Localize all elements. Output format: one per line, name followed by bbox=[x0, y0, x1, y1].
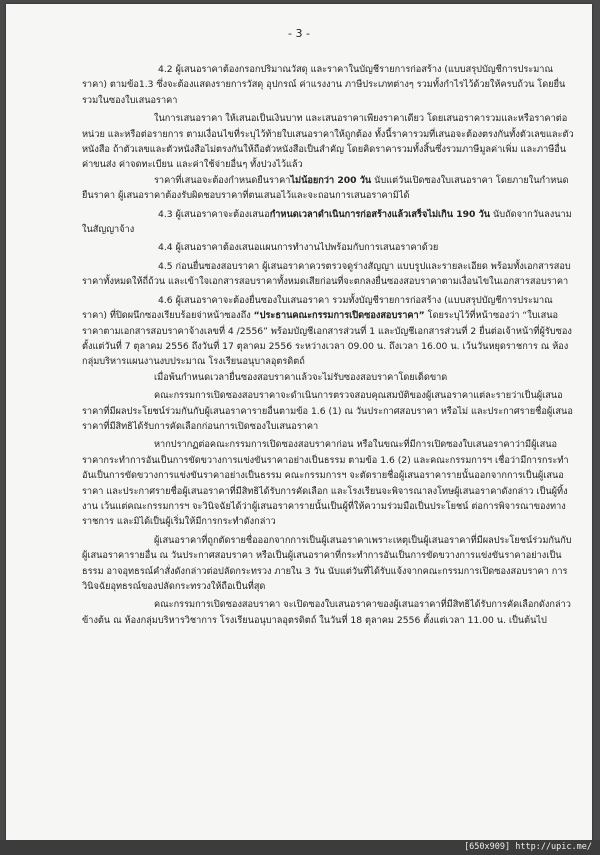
page-number: - 3 - bbox=[288, 27, 310, 40]
paragraph-4-5: 4.5 ก่อนยื่นซองสอบราคา ผู้เสนอราคาควรตรวจดูร่างสัญญา แบบรูปและรายละเอียด พร้อมทั้งเอกสารสอบราคาทั้งหมดให้ถี่ถ้วน และเข้าใจเอกสารสอบราคาทั้งหมดเสียก่อนที่จะตกลงยื่นซองสอบราคาตามเงื่อนไขในเอกสารสอบราคา bbox=[82, 260, 571, 288]
bold-span: “ประธานคณะกรรมการเปิดซองสอบราคา” bbox=[253, 310, 425, 322]
text-span: โดยระบุไว้ที่หน้าซองว่า “ใบเสนอราคาตามเอกสารสอบราคาจ้างเลขที่ 4 /2556” พร้อมบัญชีเอกสารส่วนที่ 1 และบัญชีเอกสารส่วนที่ 2 ยื่นต่อเจ้าหน้าที่ผู้รับซอง ตั้งแต่วันที่ 7 ตุลาคม 2556 ถึงวันที่ 17 ตุลาคม 2556 ระหว่างเวลา 09.00 น. ถึงเวลา 16.00 น. เว้นวันหยุดราชการ ณ ห้องกลุ่มบริหารแผนงานงบประมาณ โรงเรียนอนุบาลอุตรดิตถ์ bbox=[82, 310, 572, 368]
paragraph-4-2-validity bbox=[82, 173, 574, 204]
paragraph-4-6-appeal: ผู้เสนอราคาที่ถูกตัดรายชื่อออกจากการเป็นผู้เสนอราคาเพราะเหตุเป็นผู้เสนอราคาที่มีผลประโยชน์ร่วมกันกับผู้เสนอราคารายอื่น ณ วันประกาศสอบราคา หรือเป็นผู้เสนอราคาที่กระทำการอันเป็นการขัดขวางการแข่งขันราคาอย่างเป็นธรรม อาจอุทธรณ์คำสั่งดังกล่าวต่อปลัดกระทรวง ภายใน 3 วัน นับแต่วันที่ได้รับแจ้งจากคณะกรรมการเปิดซองสอบราคา การวินิจฉัยอุทธรณ์ของปลัดกระทรวงให้ถือเป็นที่สุด bbox=[82, 534, 572, 592]
document-page bbox=[6, 4, 592, 840]
paragraph-4-2-pricing: ในการเสนอราคา ให้เสนอเป็นเงินบาท และเสนอราคาเพียงราคาเดียว โดยเสนอราคารวมและหรือราคาต่อหน่วย และหรือต่อรายการ ตามเงื่อนไขที่ระบุไว้ท้ายใบเสนอราคาให้ถูกต้อง ทั้งนี้ราคารวมที่เสนอจะต้องตรงกันทั้งตัวเลขและตัวหนังสือ ถ้าตัวเลขและตัวหนังสือไม่ตรงกันให้ถือตัวหนังสือเป็นสำคัญ โดยคิดราคารวมทั้งสิ้นซึ่งรวมภาษีมูลค่าเพิ่ม และภาษีอื่น ค่าขนส่ง ค่าจดทะเบียน และค่าใช้จ่ายอื่นๆ ทั้งปวงไว้แล้ว bbox=[82, 113, 574, 171]
watermark-footer: [650x909] http://upic.me/ bbox=[0, 840, 600, 855]
text-span: นับแต่วันเปิดซองใบเสนอราคา โดยภายในกำหนดยืนราคา ผู้เสนอราคาต้องรับผิดชอบราคาที่ตนเสนอไว้และจะถอนการเสนอราคามิได้ bbox=[82, 174, 569, 202]
paragraph-4-6 bbox=[82, 293, 574, 370]
text-span: 4.6 ผู้เสนอราคาจะต้องยื่นซองใบเสนอราคา รวมทั้งบัญชีรายการก่อสร้าง (แบบสรุปบัญชีการประมาณราคา) ที่ปิดผนึกซองเรียบร้อยจ่าหน้าซองถึง bbox=[82, 294, 553, 322]
paragraph-4-6-deadline: เมื่อพ้นกำหนดเวลายื่นซองสอบราคาแล้วจะไม่รับซองสอบราคาโดยเด็ดขาด bbox=[154, 371, 448, 383]
document-body bbox=[82, 62, 574, 628]
bold-span: ไม่น้อยกว่า 200 วัน bbox=[290, 174, 372, 186]
text-span: นับถัดจากวันลงนามในสัญญาจ้าง bbox=[82, 208, 572, 236]
paragraph-4-3 bbox=[82, 207, 574, 238]
paragraph-4-6-committee: คณะกรรมการเปิดซองสอบราคาจะดำเนินการตรวจสอบคุณสมบัติของผู้เสนอราคาแต่ละรายว่าเป็นผู้เสนอราคาที่มีผลประโยชน์ร่วมกันกับผู้เสนอราคารายอื่นตามข้อ 1.6 (1) ณ วันประกาศสอบราคา หรือไม่ และประกาศรายชื่อผู้เสนอราคาที่มีสิทธิได้รับการคัดเลือกก่อนการเปิดซองใบเสนอราคา bbox=[82, 390, 573, 432]
paragraph-4-6-obstruction: หากปรากฏต่อคณะกรรมการเปิดซองสอบราคาก่อน หรือในขณะที่มีการเปิดซองใบเสนอราคาว่ามีผู้เสนอราคากระทำการอันเป็นการขัดขวางการแข่งขันราคาอย่างเป็นธรรม ตามข้อ 1.6 (2) และคณะกรรมการฯ เชื่อว่ามีการกระทำอันเป็นการขัดขวางการแข่งขันราคาอย่างเป็นธรรม คณะกรรมการฯ จะตัดรายชื่อผู้เสนอราคารายนั้นออกจากการเป็นผู้เสนอราคา และประกาศรายชื่อผู้เสนอราคาที่มีสิทธิได้รับการคัดเลือก และโรงเรียนจะพิจารณาลงโทษผู้เสนอราคาดังกล่าว เป็นผู้ทิ้งงาน เว้นแต่คณะกรรมการฯ จะวินิจฉัยได้ว่าผู้เสนอราคารายนั้นเป็นผู้ที่ให้ความร่วมมือเป็นประโยชน์ ต่อการพิจารณาของทางราชการ และมิได้เป็นผู้เริ่มให้มีการกระทำดังกล่าว bbox=[82, 439, 569, 528]
bold-span: กำหนดเวลาดำเนินการก่อสร้างแล้วเสร็จไม่เกิน 190 วัน bbox=[269, 208, 491, 220]
paragraph-4-4: 4.4 ผู้เสนอราคาต้องเสนอแผนการทำงานไปพร้อมกับการเสนอราคาด้วย bbox=[158, 242, 439, 254]
text-span: 4.3 ผู้เสนอราคาจะต้องเสนอ bbox=[158, 208, 270, 220]
paragraph-4-6-opening: คณะกรรมการเปิดซองสอบราคา จะเปิดซองใบเสนอราคาของผู้เสนอราคาที่มีสิทธิได้รับการคัดเลือกดังกล่าวข้างต้น ณ ห้องกลุ่มบริหารวิชาการ โรงเรียนอนุบาลอุตรดิตถ์ ในวันที่ 18 ตุลาคม 2556 ตั้งแต่เวลา 11.00 น. เป็นต้นไป bbox=[82, 599, 571, 626]
paragraph-4-2: 4.2 ผู้เสนอราคาต้องกรอกปริมาณวัสดุ และราคาในบัญชีรายการก่อสร้าง (แบบสรุปบัญชีการประมาณราคา) ตามข้อ1.3 ซึ่งจะต้องแสดงรายการวัสดุ อุปกรณ์ ค่าแรงงาน ภาษีประเภทต่างๆ รวมทั้งกำไรไว้ด้วยให้ครบถ้วน โดยยื่นรวมในซองใบเสนอราคา bbox=[82, 64, 566, 106]
text-span: ราคาที่เสนอจะต้องกำหนดยืนราคา bbox=[154, 174, 291, 186]
